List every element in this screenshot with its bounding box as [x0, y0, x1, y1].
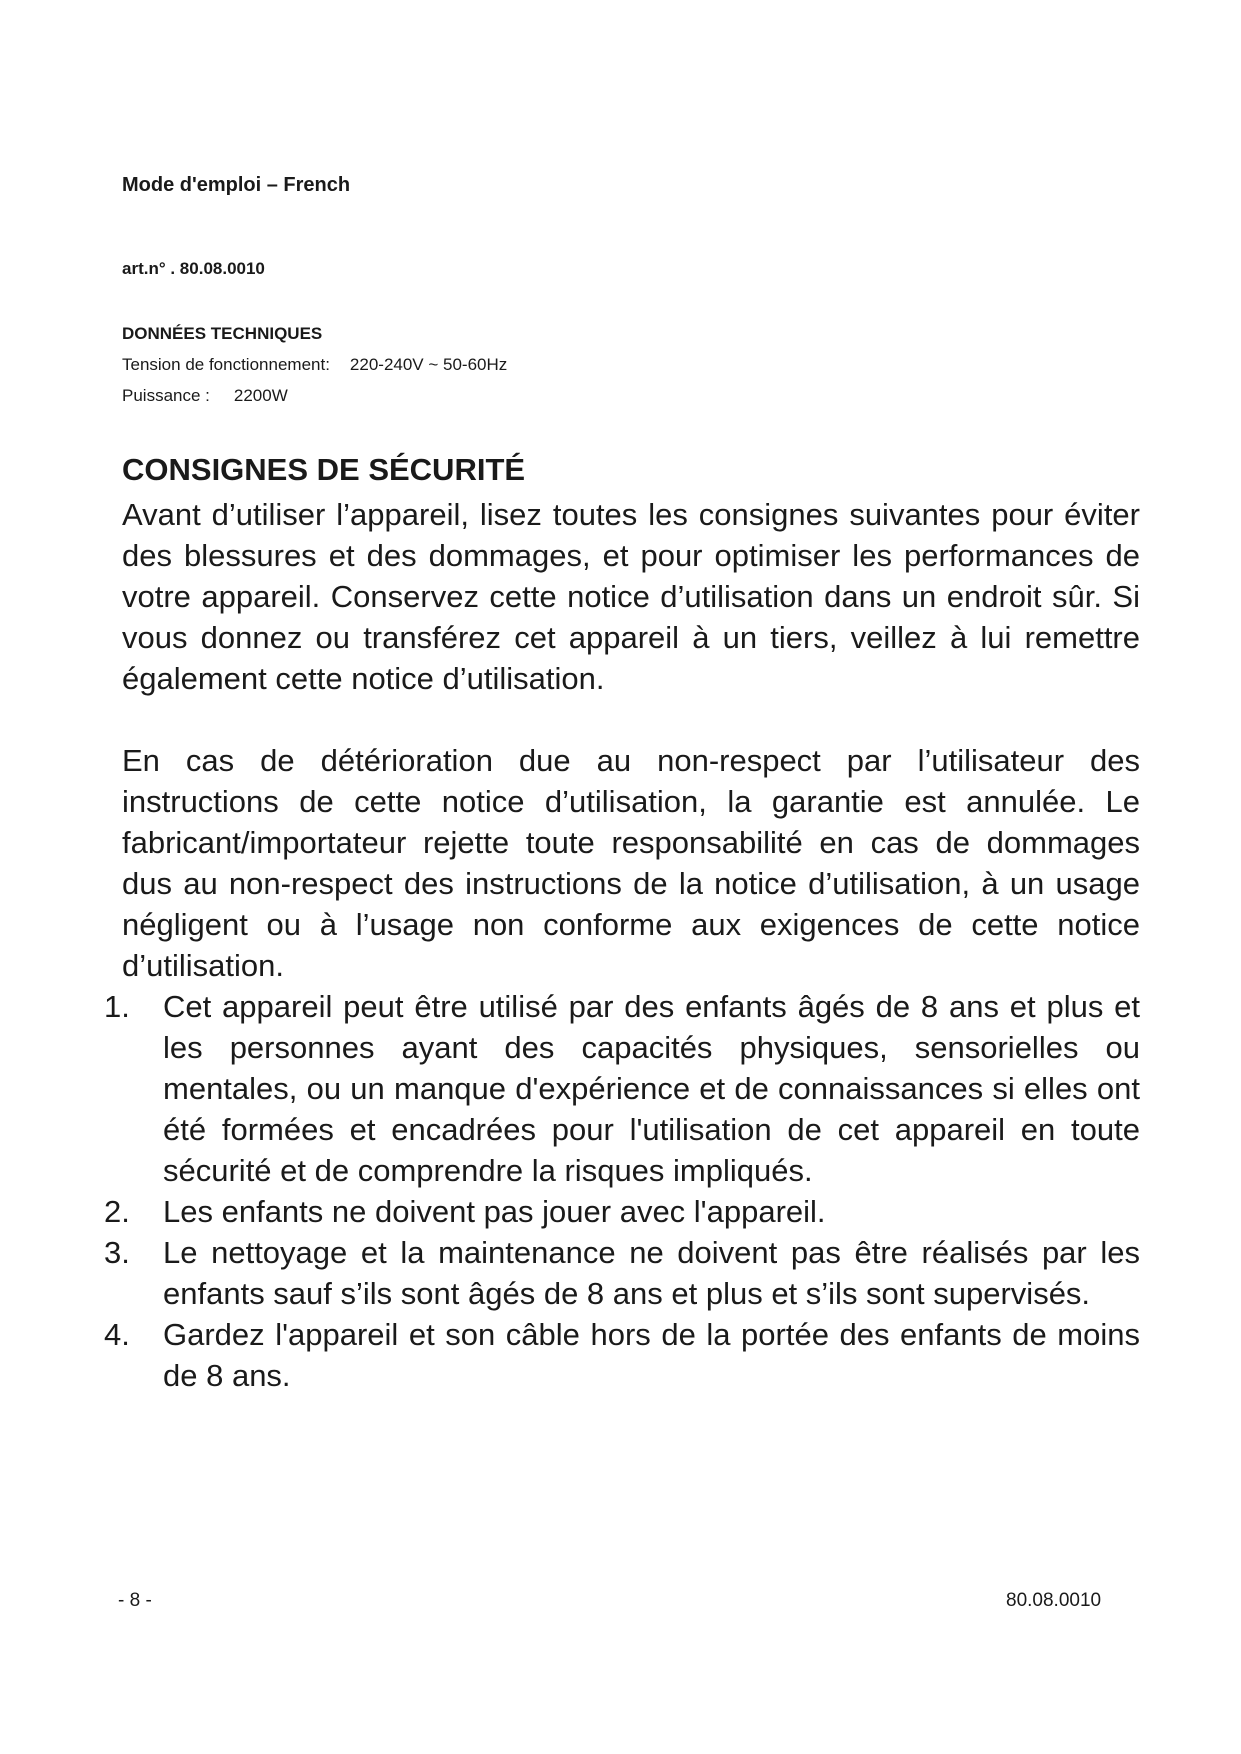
voltage-spec-row — [122, 355, 507, 375]
list-item — [104, 1191, 1140, 1232]
technical-data-heading: DONNÉES TECHNIQUES — [122, 324, 323, 343]
article-number: art.n° . 80.08.0010 — [122, 259, 265, 278]
page-number: - 8 - — [118, 1590, 152, 1611]
list-item-number: 4. — [104, 1317, 130, 1352]
list-item — [104, 1314, 1140, 1396]
list-item — [104, 1232, 1140, 1314]
power-label: Puissance : — [122, 386, 210, 405]
safety-instructions-list — [104, 986, 1140, 1396]
power-value: 2200W — [233, 386, 288, 405]
power-spec-row — [122, 386, 288, 406]
safety-section-title: CONSIGNES DE SÉCURITÉ — [122, 452, 526, 487]
list-item — [104, 986, 1140, 1191]
list-item-text: Les enfants ne doivent pas jouer avec l'appareil. — [163, 1194, 826, 1229]
voltage-label: Tension de fonctionnement: — [122, 355, 330, 374]
safety-intro-paragraph: Avant d’utiliser l’appareil, lisez toutes les consignes suivantes pour éviter des blessures et des dommages, et pour optimiser les performances de votre appareil. Conservez cette notice d’utilisation dans un endroit sûr. Si vous donnez ou transférez cet appareil à un tiers, veillez à lui remettre également cette notice d’utilisation. — [122, 497, 1140, 696]
list-item-text: Cet appareil peut être utilisé par des enfants âgés de 8 ans et plus et les personnes ayant des capacités physiques, sensorielles ou mentales, ou un manque d'expérience et de connaissances si elles ont été formées et encadrées pour l'utilisation de cet appareil en toute sécurité et de comprendre la risques impliqués. — [163, 989, 1140, 1188]
footer-reference: 80.08.0010 — [1006, 1590, 1102, 1611]
list-item-number: 1. — [104, 989, 130, 1024]
warranty-paragraph: En cas de détérioration due au non-respect par l’utilisateur des instructions de cette notice d’utilisation, la garantie est annulée. Le fabricant/importateur rejette toute responsabilité en cas de dommages dus au non-respect des instructions de la notice d’utilisation, à un usage négligent ou à l’usage non conforme aux exigences de cette notice d’utilisation. — [122, 743, 1140, 983]
list-item-number: 3. — [104, 1235, 130, 1270]
list-item-number: 2. — [104, 1194, 130, 1229]
list-item-text: Gardez l'appareil et son câble hors de la portée des enfants de moins de 8 ans. — [163, 1317, 1140, 1393]
voltage-value: 220-240V ~ 50-60Hz — [349, 355, 508, 374]
list-item-text: Le nettoyage et la maintenance ne doivent pas être réalisés par les enfants sauf s’ils sont âgés de 8 ans et plus et s’ils sont supervisés. — [163, 1235, 1140, 1311]
document-title: Mode d'emploi – French — [122, 174, 351, 196]
